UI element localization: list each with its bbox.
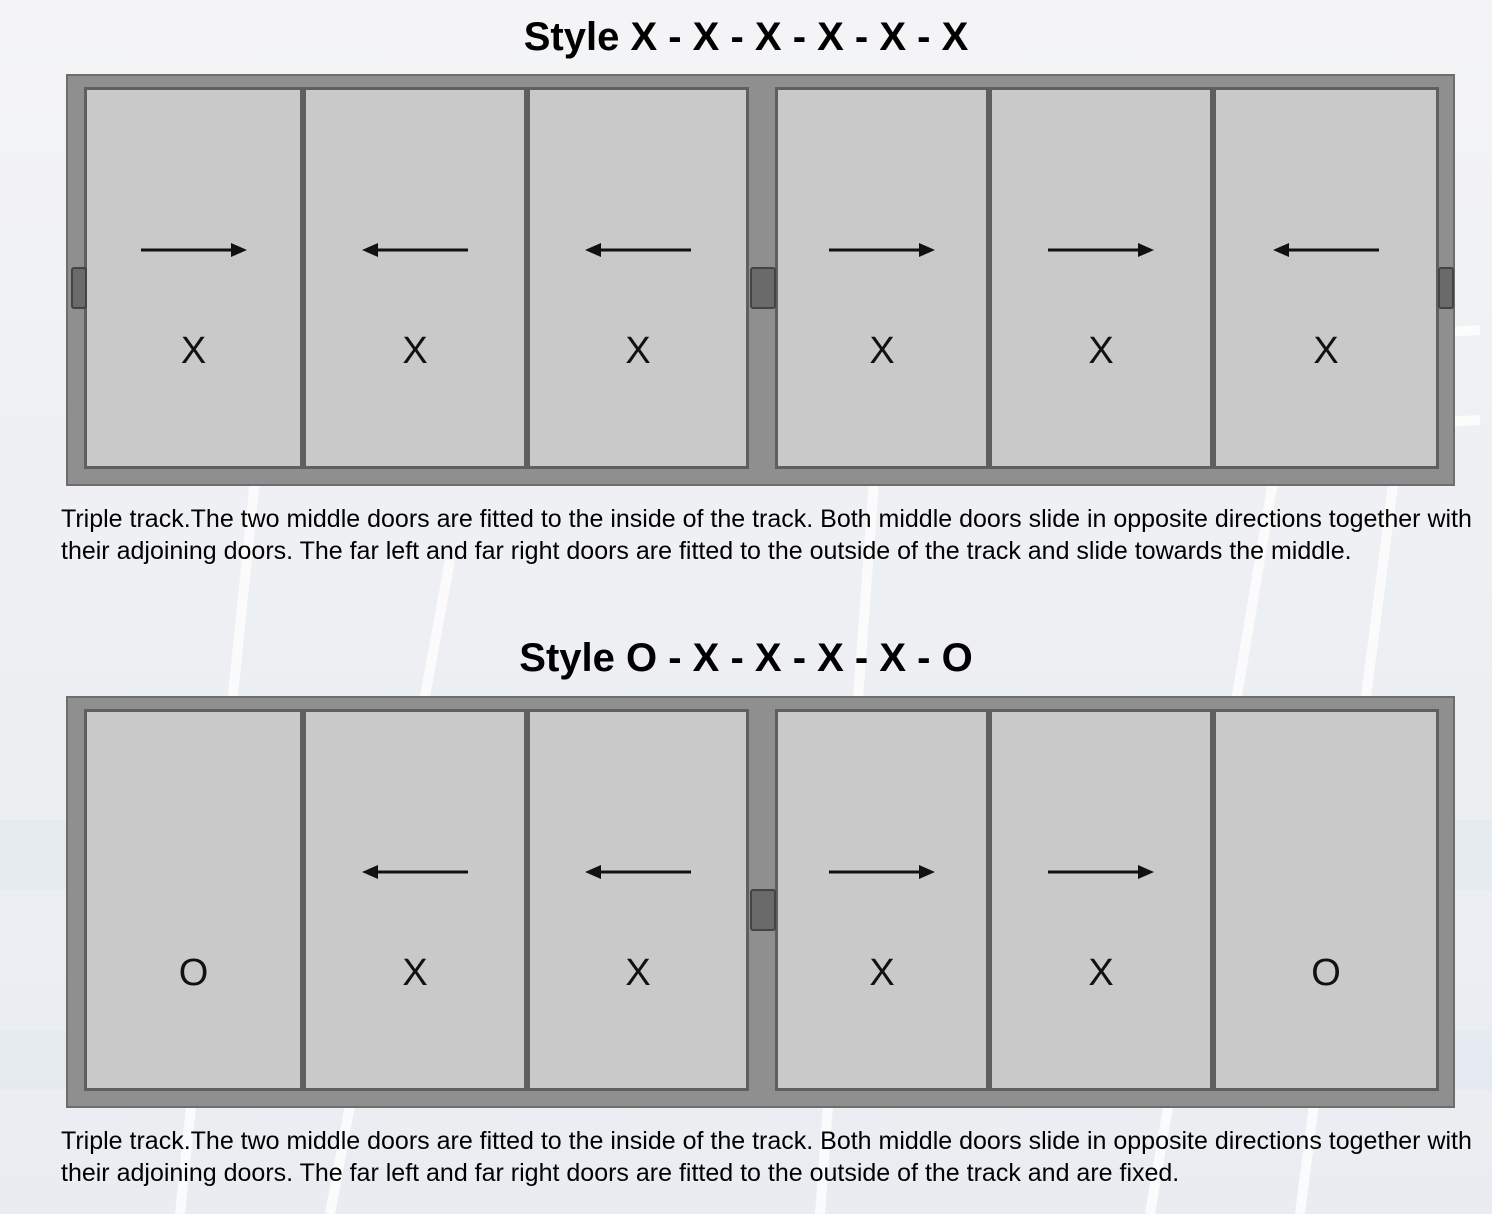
arrow-right-icon: [1046, 240, 1156, 260]
arrow-right-icon: [139, 240, 249, 260]
door-label: X: [869, 330, 895, 372]
arrow-left-icon: [583, 862, 693, 882]
door-panel: [84, 87, 303, 469]
door-panel: [775, 709, 989, 1091]
arrow-left-icon: [1271, 240, 1381, 260]
door-label: X: [1313, 330, 1339, 372]
door-frame: [66, 696, 1455, 1108]
arrow-right-icon: [827, 862, 937, 882]
door-panel: [775, 87, 989, 469]
door-panel: [989, 87, 1213, 469]
diagram-description: Triple track.The two middle doors are fitted to the inside of the track. Both middle doors slide in opposite directions together with their adjoining doors. The far left and far right doors are fitted to the outside of the track and slide towards the middle.: [61, 505, 1472, 565]
arrow-right-icon: [1046, 862, 1156, 882]
door-panel: [1213, 709, 1439, 1091]
door-handle-icon: [71, 267, 87, 309]
door-label: X: [1088, 952, 1114, 994]
door-label: X: [402, 952, 428, 994]
door-frame: [66, 74, 1455, 486]
door-handle-icon: [1438, 267, 1454, 309]
door-label: X: [180, 330, 207, 372]
door-label: X: [625, 952, 651, 994]
door-label: O: [1311, 952, 1341, 994]
door-panel: [1213, 87, 1439, 469]
door-label: X: [869, 952, 895, 994]
door-label: X: [1088, 330, 1114, 372]
door-handle-icon: [750, 267, 776, 309]
diagram-title: Style O - X - X - X - X - O: [519, 636, 973, 680]
door-label: X: [402, 330, 428, 372]
door-label: X: [625, 330, 651, 372]
door-panel: [527, 87, 749, 469]
arrow-right-icon: [827, 240, 937, 260]
door-panel: [303, 709, 527, 1091]
door-panel: [84, 709, 303, 1091]
door-panel: [303, 87, 527, 469]
door-panel: [527, 709, 749, 1091]
arrow-left-icon: [583, 240, 693, 260]
door-panel: [989, 709, 1213, 1091]
door-handle-icon: [750, 889, 776, 931]
arrow-left-icon: [360, 240, 470, 260]
door-label: O: [178, 952, 209, 994]
arrow-left-icon: [360, 862, 470, 882]
diagram-title: Style X - X - X - X - X - X: [523, 15, 969, 59]
diagram-description: Triple track.The two middle doors are fitted to the inside of the track. Both middle doors slide in opposite directions together with their adjoining doors. The far left and far right doors are fitted to the outside of the track and are fixed.: [61, 1127, 1472, 1187]
